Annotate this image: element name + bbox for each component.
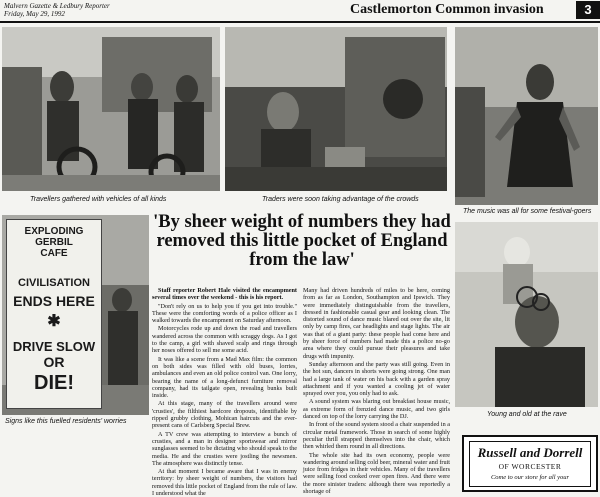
sign-line: CAFE <box>40 248 68 259</box>
caption-music: The music was all for some festival-goers <box>463 208 592 215</box>
article-headline: 'By sheer weight of numbers they had removed this little pocket of England from the law' <box>153 212 451 270</box>
paragraph: The whole site had its own economy, people were wandering around selling cold beer, mineral water and fruit juice from fridges in their vehicles. Many of the travellers were selling food cooked over open fires. And there were the more sinister traders: although there was reportedly a shortage of <box>303 451 450 496</box>
paragraph: Motorcycles rode up and down the road and travellers wandered across the common with scraggy dogs. As I got to the camp, a girl with shaved scalp and rings through her noses offered to sell me some acid. <box>152 325 297 355</box>
photo-travellers-vehicles <box>2 27 220 191</box>
photo-young-and-old <box>455 222 598 407</box>
photo-traders <box>225 27 447 191</box>
advert-tagline: Come to our store for all your <box>490 474 570 481</box>
sign-star-icon: ✱ <box>47 313 61 330</box>
sign-line: GERBIL <box>35 237 73 248</box>
article-column-2 <box>303 287 450 496</box>
header-rule <box>0 21 600 23</box>
paper-name: Malvern Gazette & Ledbury Reporter <box>4 2 110 10</box>
paragraph: A TV crew was attempting to interview a bunch of crusties, and a man in designer sportswear and mirror sunglasses seemed to be dictating who should speak to the media. He and the crusties were jostling the newsmen. The atmosphere was distinctly tense. <box>152 430 297 467</box>
paragraph: At that moment I became aware that I was in enemy territory: by sheer weight of numbers, the visitors had removed this little pocket of England from the rule of law. I understood what the <box>152 468 297 497</box>
issue-date: Friday, May 29, 1992 <box>4 10 65 18</box>
sign-line: OR <box>43 354 65 370</box>
sign-board <box>6 219 102 409</box>
caption-young-old: Young and old at the rave <box>487 411 567 418</box>
paragraph: In front of the sound system stood a chair suspended in a circular metal framework. Those in search of some highly peculiar thrill strapped themselves into the chair, which then whirled them round in all directions. <box>303 421 450 451</box>
sign-line: DRIVE SLOW <box>12 339 96 354</box>
section-title: Castlemorton Common invasion <box>350 2 544 17</box>
photo-warning-sign <box>2 215 149 415</box>
sign-line: DIE! <box>34 372 74 394</box>
advert-name: Russell and Dorrell <box>477 445 583 460</box>
paragraph: Staff reporter Robert Hale visited the encampment several times over the weekend - this is his report. <box>152 287 297 302</box>
page-number: 3 <box>576 1 600 19</box>
paragraph: Many had driven hundreds of miles to be here, coming from as far as London, Southampton and Ipswich. They were immediately distinguishable from the travellers, dressed in fashionable casual gear and looking clean. The distorted sound of dance music blared out over the site, lit only by camp fires, car headlights and stage lights. The air was that of a giant party: these people had come here and by sheer force of numbers had made this a police no-go area where they could pursue their pleasures and take drugs with impunity. <box>303 287 450 360</box>
advert-box <box>462 435 598 492</box>
paragraph: At this stage, many of the travellers around were 'crusties', the filthiest hardcore dropouts, identifiable by ripped grubby clothing, Mohican haircuts and the ever-present cans of Carlsberg Special Brew. <box>152 400 297 430</box>
masthead <box>4 2 110 18</box>
advert-inner <box>469 441 591 487</box>
caption-traders: Traders were soon taking advantage of the crowds <box>262 196 419 203</box>
caption-travellers: Travellers gathered with vehicles of all kinds <box>30 196 167 203</box>
paragraph: It was like a scene from a Mad Max film: the common on both sides was filled with old buses, lorries, ambulances and even an old police control van. One lorry, bearing the name of a long-defunct furniture removal company, had its tailgate open, revealing bunks built inside. <box>152 355 297 400</box>
caption-signs: Signs like this fuelled residents' worries <box>5 418 127 425</box>
sign-line: CIVILISATION <box>18 277 90 289</box>
paragraph: A sound system was blaring out breakfast house music, as extreme form of frenzied dance music, and two girls danced on top of the lorry carrying the DJ. <box>303 398 450 421</box>
article-column-1 <box>152 287 297 497</box>
sign-line: ENDS HERE <box>13 293 95 309</box>
sign-line: EXPLODING <box>24 226 84 237</box>
advert-place: OF WORCESTER <box>498 462 562 471</box>
paragraph: Sunday afternoon and the party was still going. Even in the hot sun, dancers in shorts were going strong. One man had a large tank of water on his back with a garden spray attachment and if you wanted a cooling jet of water sprayed over you, you only had to ask. <box>303 360 450 398</box>
photo-festival-goer <box>455 27 598 205</box>
paragraph: "Don't rely on us to help you if you get into trouble." These were the comforting words of a police officer as I walked towards the encampment on Saturday afternoon. <box>152 302 297 325</box>
